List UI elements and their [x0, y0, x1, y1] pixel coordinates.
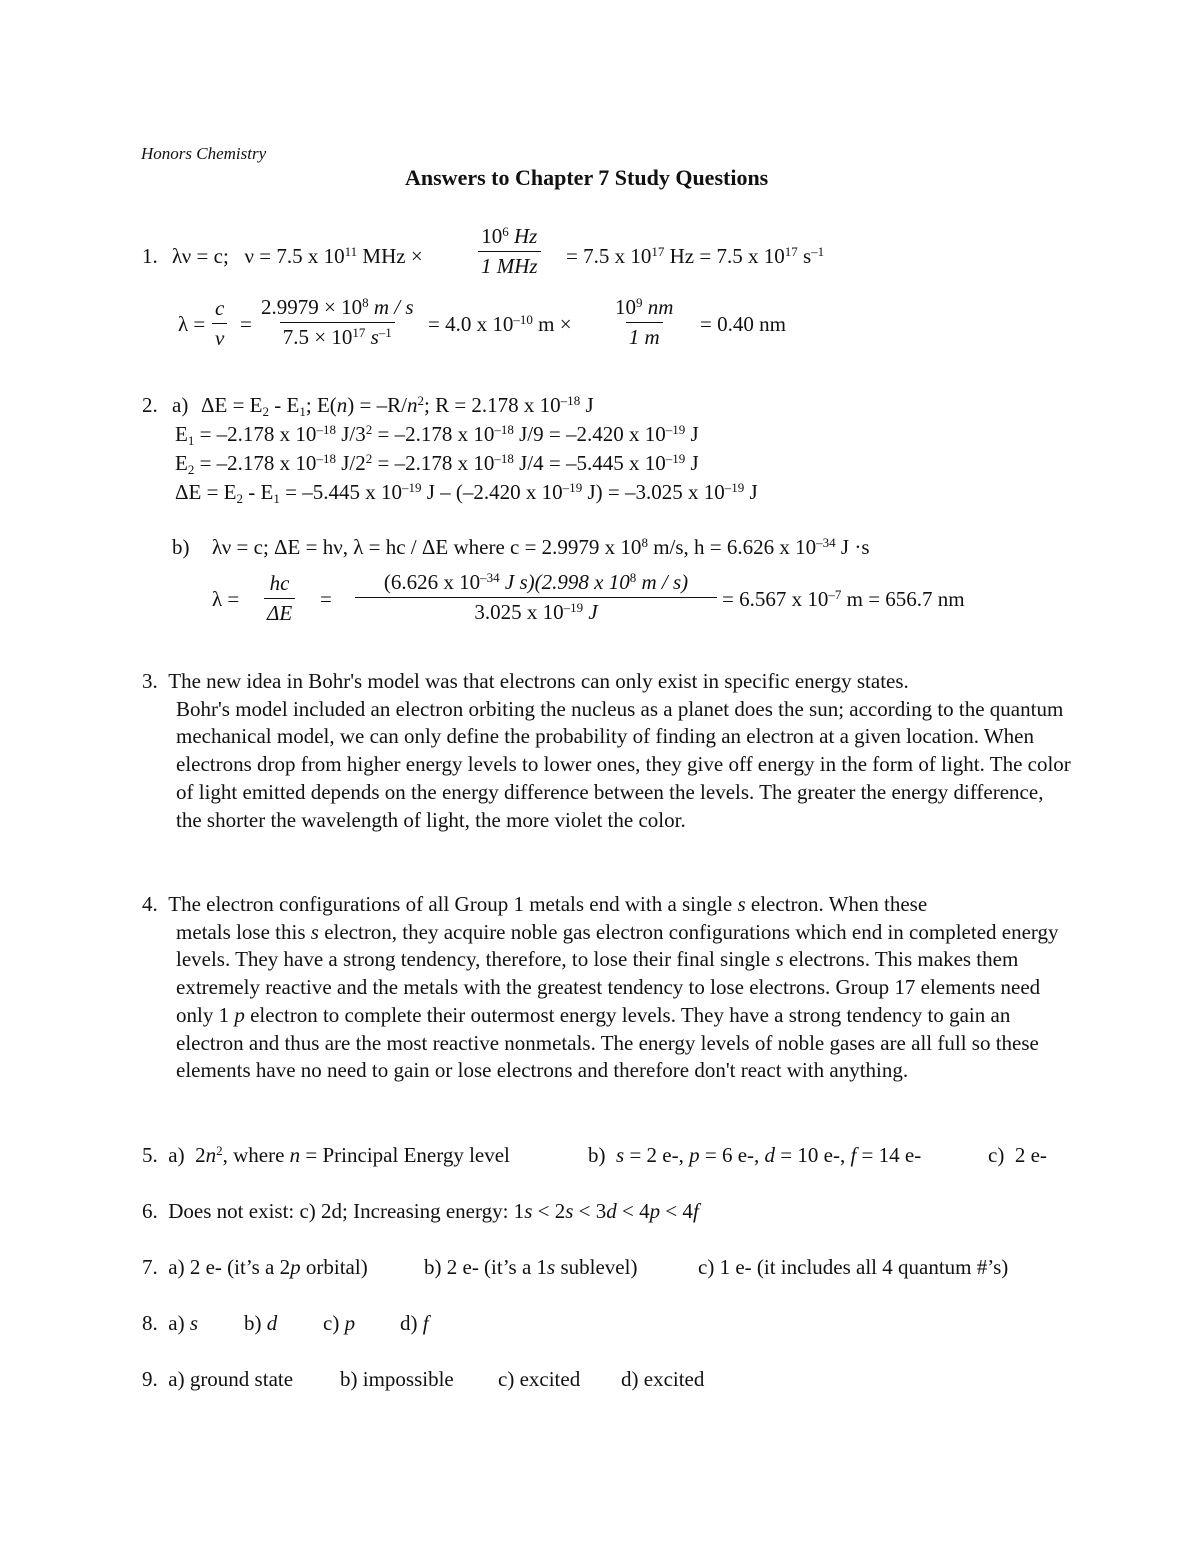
question-9: 9. a) ground state: [142, 1367, 294, 1391]
question-number: 7.: [142, 1255, 158, 1279]
q1-equation-line1-result: = 7.5 x $10^{17}$ Hz = 7.5 x $10^{17}$ $s^{-1}$: [566, 243, 825, 268]
question-number: 8.: [142, 1311, 158, 1335]
q4-text: The electron configurations of all Group 1 metals end with a single: [168, 892, 738, 916]
q1-fraction-hz: $10^6$ Hz 1 MHz: [478, 226, 541, 277]
course-name: Honors Chemistry: [141, 144, 267, 163]
question-8-b: b) d: [244, 1311, 278, 1335]
q1-equation-line1: [172, 243, 423, 268]
question-number: 6.: [142, 1199, 158, 1223]
q3-body: Bohr's model included an electron orbiting the nucleus as a planet does the sun; according to the quantum mechanical model, we can only define the probability of finding an electron at a given location. When electrons drop from higher energy levels to lower ones, they give off energy in the form of light. The color of light emitted depends on the energy difference between the levels. The greater the energy difference, the shorter the wavelength of light, the more violet the color.: [176, 696, 1071, 832]
q4-text: electron. When these: [745, 892, 928, 916]
q2a-line3: $E_2 = -2.178$ x $10^{-18}$ $J/2^2 = -2.178$ x $10^{-18}$ J/4 = –5.445 x $10^{-19}$ J: [175, 450, 699, 477]
q3-first-line: The new idea in Bohr's model was that electrons can only exist in specific energy states.: [168, 669, 909, 693]
q1-lambda: λ =: [178, 312, 206, 336]
q2b-label: b): [172, 535, 190, 559]
question-7-b: b) 2 e- (it’s a 1s sublevel): [424, 1255, 638, 1279]
q1-line2-result: = 0.40 nm: [700, 312, 786, 336]
page-title: Answers to Chapter 7 Study Questions: [405, 165, 769, 190]
equals-sign: =: [320, 587, 332, 611]
q2b-fraction-hc-over-de: $\frac{hc}{\Delta E}$: [264, 573, 295, 624]
question-8-c: c) p: [323, 1311, 356, 1335]
question-number: 2.: [142, 393, 158, 417]
q2a-line4: $\Delta E = E_2 - E_1 = -5.445$ x $10^{-19}$ J – (–2.420 x $10^{-19}$ J) = –3.025 x $10^{-19}$ J: [175, 479, 758, 506]
question-8-d: d) f: [400, 1311, 429, 1335]
question-9-b: b) impossible: [340, 1367, 454, 1391]
question-3: [142, 668, 1072, 834]
q1-fraction-c-over-nu: $\frac{c}{\nu}$: [212, 298, 227, 349]
q2b-line1: λν = c; ΔE = hν, λ = hc / ΔE where c = 2.9979 x $10^8$ m/s, h = 6.626 x $10^{-34}$ J ·s: [212, 534, 870, 559]
equals-sign: =: [240, 312, 252, 336]
q2b-fraction-values: $\frac{(6.626 x 10^{-34} J s)(2.998 x 10^8 m / s)}{3.025 x 10^{-19} J}$: [358, 572, 714, 623]
question-7-c: c) 1 e- (it includes all 4 quantum #’s): [698, 1255, 1009, 1279]
question-number: 3.: [142, 669, 158, 693]
formula-text: MHz ×: [357, 244, 423, 268]
orbital-letter: s: [737, 892, 746, 916]
question-9-c: c) excited: [498, 1367, 581, 1391]
formula-text: λν = c;: [172, 244, 229, 268]
question-number: 4.: [142, 892, 158, 916]
q1-fraction-c-value: $\frac{2.9979 \times 10^8 m / s}{7.5 \times 10^{17} s^{-1}}$: [261, 294, 414, 349]
q2b-lambda: λ =: [212, 587, 240, 611]
question-number: 5.: [142, 1143, 158, 1167]
question-number: 1.: [142, 244, 158, 268]
q1-line2-middle: = 4.0 x $10^{-10}$ m ×: [428, 311, 572, 336]
question-5-b: b) s = 2 e-, p = 6 e-, d = 10 e-, f = 14 e-: [588, 1143, 922, 1167]
question-4: [142, 891, 1072, 1085]
question-7: 7. a) 2 e- (it’s a 2p orbital): [142, 1255, 368, 1279]
q2a-line1: $\Delta E = E_2 - E_1$; $E(n) = -R/n^2$; R = 2.178 x $10^{-18}$ J: [201, 392, 594, 419]
exponent: 11: [344, 243, 358, 259]
q4-body: metals lose this s electron, they acquire noble gas electron configurations which end in completed energy levels. They have a strong tendency, therefore, to lose their final single s electrons. This makes them extremely reactive and the metals with the greatest tendency to lose electrons. Group 17 elements need only 1 p electron to complete their outermost energy levels. They have a strong tendency to gain an electron and thus are the most reactive nonmetals. The energy levels of noble gases are all full so these elements have no need to gain or lose electrons and therefore don't react with anything.: [176, 919, 1059, 1083]
q2b-result: = 6.567 x $10^{-7}$ m = 656.7 nm: [722, 586, 965, 611]
question-5-c: c) 2 e-: [988, 1143, 1047, 1167]
question-number: 9.: [142, 1367, 158, 1391]
question-8: 8. a) s: [142, 1311, 199, 1335]
formula-text: ν = 7.5 x 10: [244, 244, 345, 268]
question-5: 5. a) $2n^2$, where n = Principal Energy level: [142, 1142, 510, 1167]
q1-fraction-nm: $\frac{10^9 nm}{1 m}$: [615, 294, 674, 349]
q2a-line2: $E_1 = -2.178$ x $10^{-18}$ $J/3^2 = -2.178$ x $10^{-18}$ J/9 = –2.420 x $10^{-19}$ J: [175, 421, 699, 448]
q2a-label: a): [172, 393, 189, 417]
question-6: 6. Does not exist: c) 2d; Increasing energy: 1s < 2s < 3d < 4p < 4f: [142, 1199, 699, 1223]
question-9-d: d) excited: [621, 1367, 705, 1391]
